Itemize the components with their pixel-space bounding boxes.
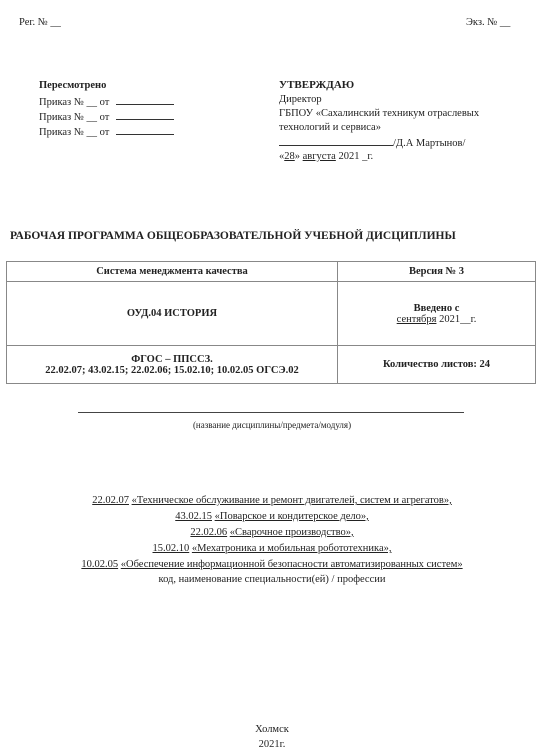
date-day: 28	[284, 151, 295, 162]
sheets-cell: Количество листов: 24	[338, 346, 536, 384]
order-label: Приказ № __ от	[39, 127, 110, 138]
date-quote-close: »	[294, 151, 300, 162]
specialty-name: «Поварское и кондитерское дело»,	[214, 511, 369, 522]
order-date-blank	[116, 125, 174, 135]
introduced-label: Введено с	[413, 302, 460, 314]
approve-title: УТВЕРЖДАЮ	[279, 79, 355, 91]
list-item	[0, 543, 544, 554]
list-item	[0, 527, 544, 538]
list-item	[0, 559, 544, 570]
copy-number: Экз. № __	[466, 17, 511, 28]
document-info-table	[6, 261, 536, 384]
approve-date	[279, 151, 373, 162]
fgos-line2: 22.02.07; 43.02.15; 22.02.06; 15.02.10; 10.02.05 ОГСЭ.02	[45, 364, 299, 376]
footer-year: 2021г.	[258, 739, 286, 750]
date-quote-open: «	[279, 151, 285, 162]
fgos-line1: ФГОС – ППССЗ.	[131, 353, 213, 365]
date-year: 2021 _г.	[338, 151, 374, 162]
order-line	[39, 110, 174, 123]
order-line	[39, 125, 174, 138]
fgos-cell	[7, 346, 338, 384]
system-cell: Система менеджмента качества	[7, 262, 338, 282]
specialty-name: «Мехатроника и мобильная робототехника»,	[191, 543, 392, 554]
specialty-code: 15.02.10	[152, 543, 190, 554]
introduced-cell	[338, 282, 536, 346]
footer-city: Холмск	[255, 724, 289, 735]
discipline-caption: (название дисциплины/предмета/модуля)	[192, 420, 352, 430]
signature-blank	[279, 136, 393, 146]
specialty-code: 22.02.07	[92, 495, 129, 506]
specialty-code: 43.02.15	[175, 511, 212, 522]
discipline-cell: ОУД.04 ИСТОРИЯ	[7, 282, 338, 346]
order-line	[39, 95, 174, 108]
approve-org-line2: технологий и сервиса»	[279, 122, 381, 133]
date-month: августа	[302, 151, 336, 162]
specialty-name: «Обеспечение информационной безопасности автоматизированных систем»	[120, 559, 463, 570]
approve-signature-line	[279, 136, 465, 149]
approve-position: Директор	[279, 94, 322, 105]
introduced-year: 2021__г.	[439, 313, 477, 325]
introduced-date	[342, 314, 531, 325]
approve-org-line1: ГБПОУ «Сахалинский техникум отраслевых	[279, 108, 480, 119]
version-cell: Версия № 3	[338, 262, 536, 282]
reg-number: Рег. № __	[19, 17, 61, 28]
specialty-code: 22.02.06	[190, 527, 228, 538]
approve-signature: /Д.А Мартынов/	[393, 138, 466, 149]
specialty-caption: код, наименование специальности(ей) / профессии	[158, 574, 386, 585]
list-item	[0, 495, 544, 506]
specialty-code: 10.02.05	[81, 559, 119, 570]
reviewed-title: Пересмотрено	[39, 80, 107, 91]
list-item	[0, 511, 544, 522]
order-date-blank	[116, 110, 174, 120]
order-label: Приказ № __ от	[39, 112, 110, 123]
order-date-blank	[116, 95, 174, 105]
introduced-month: сентября	[396, 313, 437, 325]
discipline-divider	[78, 412, 464, 413]
page-title: РАБОЧАЯ ПРОГРАММА ОБЩЕОБРАЗОВАТЕЛЬНОЙ УЧЕБНОЙ ДИСЦИПЛИНЫ	[10, 230, 456, 242]
specialty-name: «Сварочное производство»,	[229, 527, 354, 538]
order-label: Приказ № __ от	[39, 97, 110, 108]
specialty-name: «Техническое обслуживание и ремонт двигателей, систем и агрегатов»,	[131, 495, 452, 506]
